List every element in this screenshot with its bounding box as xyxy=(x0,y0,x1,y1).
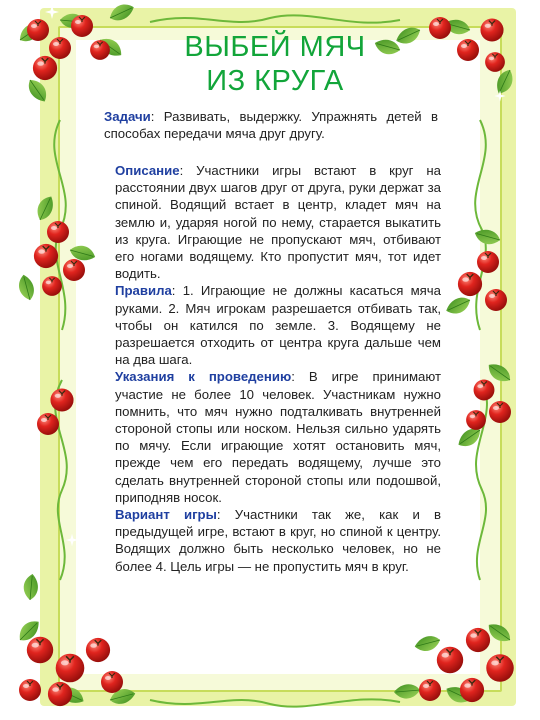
title-line-2: ИЗ КРУГА xyxy=(206,65,344,97)
rules-text: 1. Играющие не должны касаться мяча руками. 2. Мяч игрокам разрешается отбивать так, чтобы он катился по земле. 3. Водящему не разрешается отходить от центра круга дальше чем на два шага. xyxy=(115,283,441,368)
variant-colon: : xyxy=(216,507,221,523)
variant-paragraph xyxy=(115,506,441,575)
rules-colon: : xyxy=(171,283,176,299)
description-label: Описание xyxy=(115,163,180,178)
rules-paragraph xyxy=(115,282,441,368)
guidelines-colon: : xyxy=(291,369,295,385)
description-colon: : xyxy=(179,163,184,178)
guidelines-text: В игре принимают участие не более 10 человек. Участникам нужно помнить, что мяч нужно подталкивать внутренней стороной стопы или носком. Нельзя сильно ударять по мячу. Если играющие хотят остановить мяч, прежде чем его передать водящему, лучше это сделать внутренней стороной стопы или подошвой, приподняв носок. xyxy=(115,369,441,505)
page-title xyxy=(110,30,440,98)
red-berry-icon xyxy=(458,251,511,430)
title-line-1: ВЫБЕЙ МЯЧ xyxy=(184,31,366,63)
rules-label: Правила xyxy=(115,283,172,299)
variant-label: Вариант игры xyxy=(115,507,217,523)
description-text: Участники игры встают в круг на расстоянии двух шагов друг от друга, руки держат за спиной. Водящий встает в центр, кладет мяч на землю и, ударяя ногой по нему, старается выкатить из круга. Играющие не пропускают мяч, отбивают его ногами водящему. Кто пропустит мяч, тот идет водить. xyxy=(115,163,441,282)
description-paragraph xyxy=(115,162,441,282)
tasks-label: Задачи xyxy=(104,109,151,124)
game-details xyxy=(115,162,441,575)
tasks-colon: : xyxy=(150,109,155,124)
tasks-text: Развивать, выдержку. Упражнять детей в способах передачи мяча друг другу. xyxy=(104,109,438,142)
variant-text: Участники так же, как и в предыдущей игре, встают в круг, но спиной к центру. Водящих должно быть несколько человек, но не более 4. Цель игры — не пропустить мяч в круг. xyxy=(115,507,441,574)
red-berry-icon xyxy=(19,637,123,706)
guidelines-paragraph xyxy=(115,368,441,506)
guidelines-label: Указания к проведению xyxy=(115,369,292,385)
tasks-paragraph xyxy=(104,108,438,142)
